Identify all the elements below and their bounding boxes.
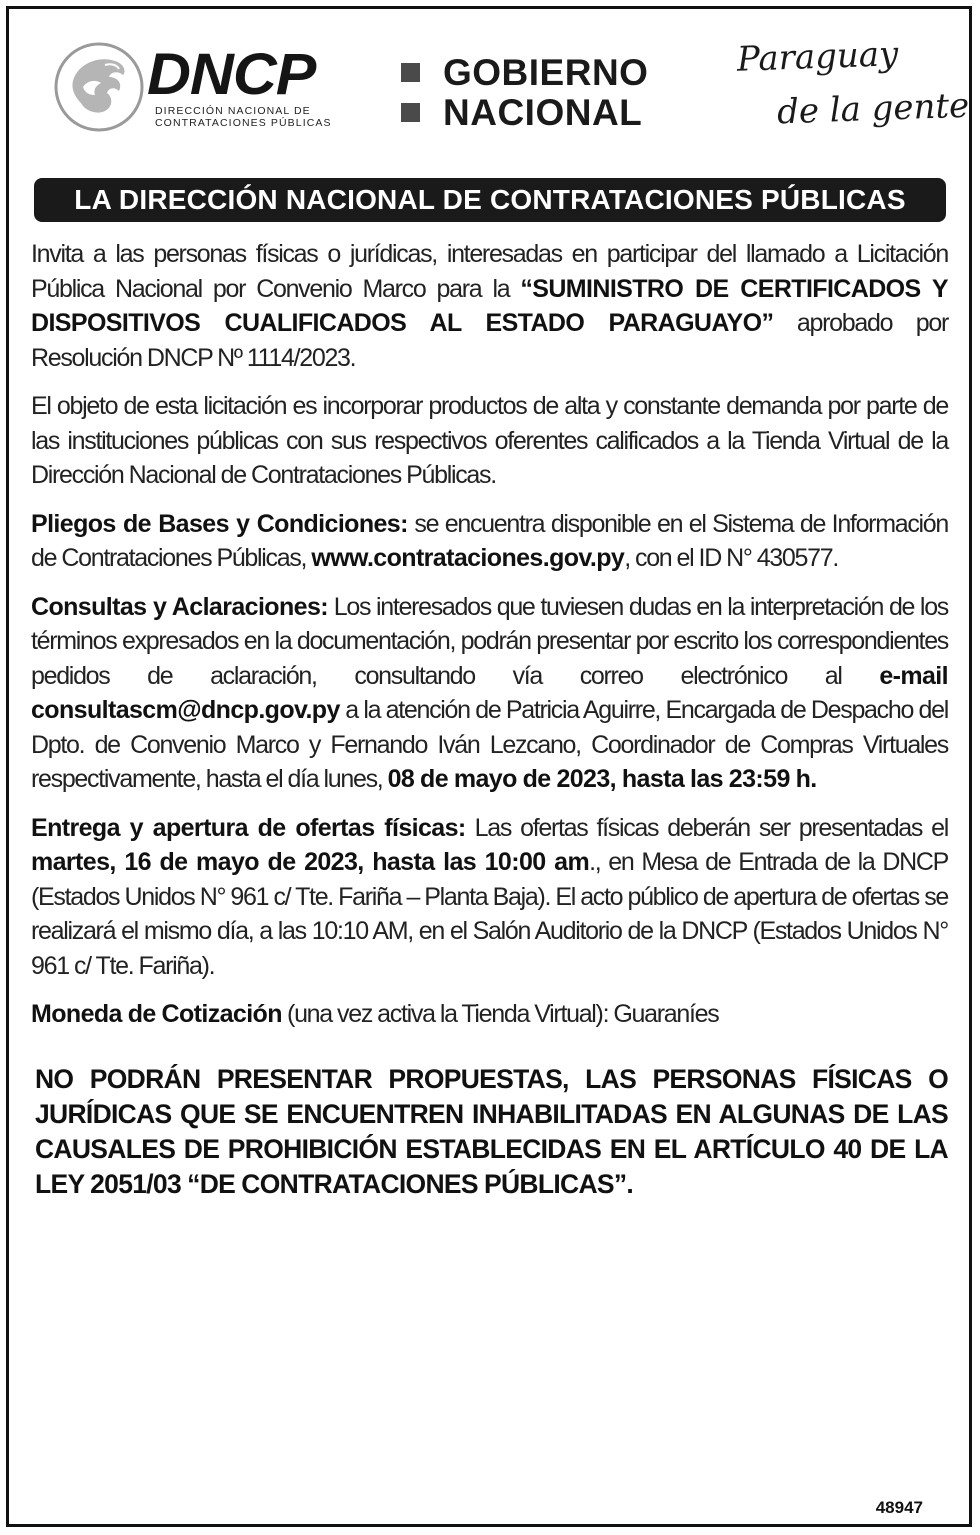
gobierno-square-icon bbox=[401, 63, 420, 82]
notice-body bbox=[31, 237, 948, 1202]
moneda-label: Moneda de Cotización bbox=[31, 1000, 282, 1028]
dncp-logo bbox=[53, 37, 353, 137]
consultas-email[interactable]: e-mail consultascm@dncp.gov.py bbox=[31, 661, 948, 724]
paragraph-entrega bbox=[31, 811, 948, 984]
paraguay-de-la-gente-logo bbox=[727, 34, 970, 147]
paragraph-invitation bbox=[31, 237, 948, 375]
resolution-text: aprobado por Resolución DNCP Nº 1114/2023. bbox=[31, 309, 949, 372]
page-title: LA DIRECCIÓN NACIONAL DE CONTRATACIONES PÚBLICAS bbox=[34, 178, 946, 222]
paragraph-objective: El objeto de esta licitación es incorporar productos de alta y constante demanda por parte de las instituciones públicas con sus respectivos oferentes calificados a la Tienda Virtual de la Dirección Nacional de Contrataciones Públicas. bbox=[31, 392, 948, 489]
tender-name: “SUMINISTRO DE CERTIFICADOS Y DISPOSITIVOS CUALIFICADOS AL ESTADO PARAGUAYO” bbox=[31, 274, 948, 337]
entrega-location-text: ., en Mesa de Entrada de la DNCP (Estados Unidos N° 961 c/ Tte. Fariña – Planta Baja). El acto público de apertura de ofertas se realizará el mismo día, a las 10:10 AM, en el Salón Auditorio de la DNCP (Estados Unidos N° 961 c/ Tte. Fariña). bbox=[31, 848, 949, 980]
paragraph-consultas bbox=[31, 590, 948, 797]
paragraph-moneda bbox=[31, 997, 948, 1032]
contrataciones-url[interactable]: www.contrataciones.gov.py bbox=[311, 544, 625, 572]
slogan-line2: de la gente bbox=[776, 85, 970, 133]
ad-number: 48947 bbox=[875, 1498, 923, 1517]
consultas-label: Consultas y Aclaraciones: bbox=[31, 592, 328, 621]
pliegos-text: se encuentra disponible en el Sistema de Información de Contrataciones Públicas, bbox=[31, 509, 948, 572]
entrega-text: Las ofertas físicas deberán ser presentadas el bbox=[465, 813, 948, 842]
gobierno-text: GOBIERNO bbox=[443, 52, 649, 93]
consultas-text: Los interesados que tuviesen dudas en la interpretación de los términos expresados en la documentación, podrán presentar por escrito los correspondientes pedidos de aclaración, consultando vía correo electrónico al bbox=[31, 592, 948, 690]
entrega-label: Entrega y apertura de ofertas físicas: bbox=[31, 813, 466, 842]
dncp-subtitle-line1: DIRECCIÓN NACIONAL DE bbox=[155, 105, 311, 117]
consultas-contacts-text: a la atención de Patricia Aguirre, Encargada de Despacho del Dpto. de Convenio Marco y Fernando Iván Lezcano, Coordinador de Compras Virtuales respectivamente, hasta el día lunes, bbox=[31, 696, 948, 793]
nacional-square-icon bbox=[401, 103, 420, 122]
notice-frame bbox=[6, 6, 972, 1527]
dncp-subtitle bbox=[155, 105, 332, 129]
invitation-text: Invita a las personas físicas o jurídicas, interesadas en participar del llamado a Licitación Pública Nacional por Convenio Marco para la bbox=[31, 240, 948, 303]
entrega-date: martes, 16 de mayo de 2023, hasta las 10:00 am bbox=[31, 848, 590, 876]
dncp-wordmark: DNCP bbox=[147, 42, 316, 107]
pliegos-id-text: , con el ID N° 430577. bbox=[624, 544, 838, 572]
dncp-lion-logo-icon bbox=[53, 41, 145, 133]
gobierno-nacional-logo bbox=[401, 53, 681, 133]
consultas-deadline: 08 de mayo de 2023, hasta las 23:59 h. bbox=[387, 765, 817, 793]
paragraph-pliegos bbox=[31, 507, 948, 576]
nacional-text: NACIONAL bbox=[443, 92, 643, 133]
dncp-subtitle-line2: CONTRATACIONES PÚBLICAS bbox=[155, 117, 332, 129]
pliegos-label: Pliegos de Bases y Condiciones: bbox=[31, 509, 408, 538]
moneda-text: (una vez activa la Tienda Virtual): Guaraníes bbox=[281, 1000, 719, 1028]
prohibition-warning: NO PODRÁN PRESENTAR PROPUESTAS, LAS PERSONAS FÍSICAS O JURÍDICAS QUE SE ENCUENTREN INHABILITADAS EN ALGUNAS DE LAS CAUSALES DE PROHIBICIÓN ESTABLECIDAS EN EL ARTÍCULO 40 DE LA LEY 2051/03 “DE CONTRATACIONES PÚBLICAS”. bbox=[35, 1063, 948, 1199]
slogan-line1: Paraguay bbox=[736, 34, 899, 80]
